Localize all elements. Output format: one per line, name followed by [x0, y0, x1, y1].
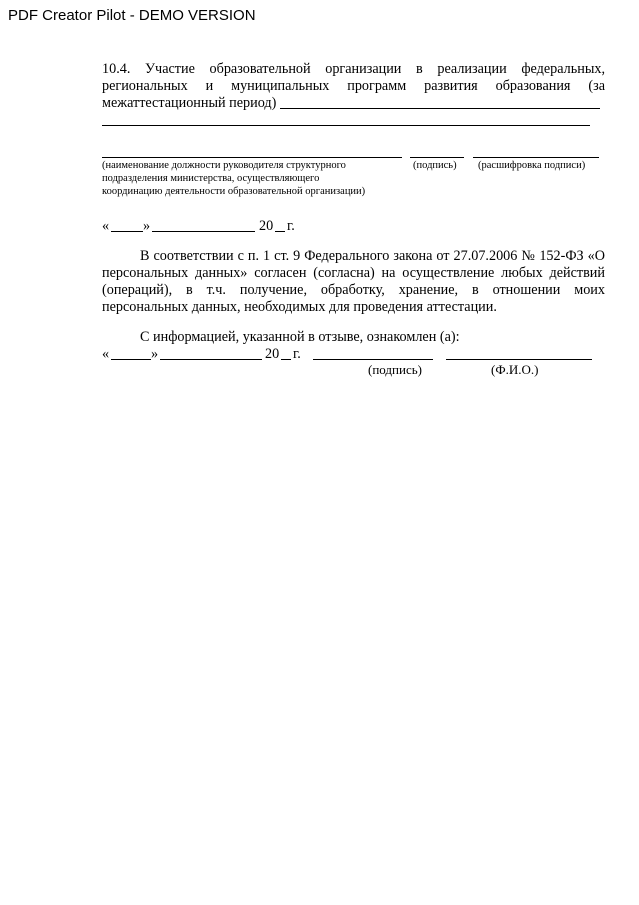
date-day-field[interactable]: [111, 231, 143, 232]
ack-year-field[interactable]: [281, 359, 291, 360]
section-line-2: региональных и муниципальных программ развития образования (за: [102, 78, 605, 94]
caption-position-2: подразделения министерства, осуществляющего: [102, 173, 320, 184]
ack-name-line[interactable]: [446, 359, 592, 360]
ack-caption-signature: (подпись): [368, 362, 422, 377]
decoding-line[interactable]: [473, 157, 599, 158]
caption-position-1: (наименование должности руководителя структурного: [102, 160, 346, 171]
ack-signature-line[interactable]: [313, 359, 433, 360]
date-close-quote: »: [143, 218, 151, 234]
caption-position-3: координацию деятельности образовательной организации): [102, 186, 366, 197]
answer-line-1[interactable]: [280, 108, 600, 109]
answer-line-2[interactable]: [102, 125, 590, 126]
date-month-field[interactable]: [152, 231, 255, 232]
caption-decoding: (расшифровка подписи): [478, 160, 586, 171]
demo-watermark: PDF Creator Pilot - DEMO VERSION: [8, 7, 256, 24]
section-line-3: межаттестационный период): [102, 95, 277, 111]
consent-line-3: (операций), в т.ч. получение, обработку, хранение, в отношении моих: [102, 282, 605, 298]
date-year-suffix: г.: [287, 218, 295, 234]
date-open-quote: «: [102, 218, 110, 234]
acknowledge-text: С информацией, указанной в отзыве, ознакомлен (а):: [140, 329, 460, 345]
ack-close-quote: »: [151, 346, 159, 362]
date-year-field[interactable]: [275, 231, 285, 232]
consent-line-2: персональных данных» согласен (согласна) на осуществление любых действий: [102, 265, 605, 281]
section-line-1: 10.4. Участие образовательной организации в реализации федеральных,: [102, 61, 605, 77]
consent-line-1: В соответствии с п. 1 ст. 9 Федерального закона от 27.07.2006 № 152-ФЗ «О: [140, 248, 605, 264]
consent-line-4: персональных данных, необходимых для проведения аттестации.: [102, 299, 497, 315]
ack-month-field[interactable]: [160, 359, 262, 360]
position-line[interactable]: [102, 157, 402, 158]
ack-caption-name: (Ф.И.О.): [491, 362, 539, 377]
caption-signature: (подпись): [413, 160, 457, 171]
ack-year-suffix: г.: [293, 346, 301, 362]
signature-line[interactable]: [410, 157, 464, 158]
ack-open-quote: «: [102, 346, 110, 362]
date-year-prefix: 20: [259, 218, 274, 234]
ack-day-field[interactable]: [111, 359, 151, 360]
ack-year-prefix: 20: [265, 346, 280, 362]
